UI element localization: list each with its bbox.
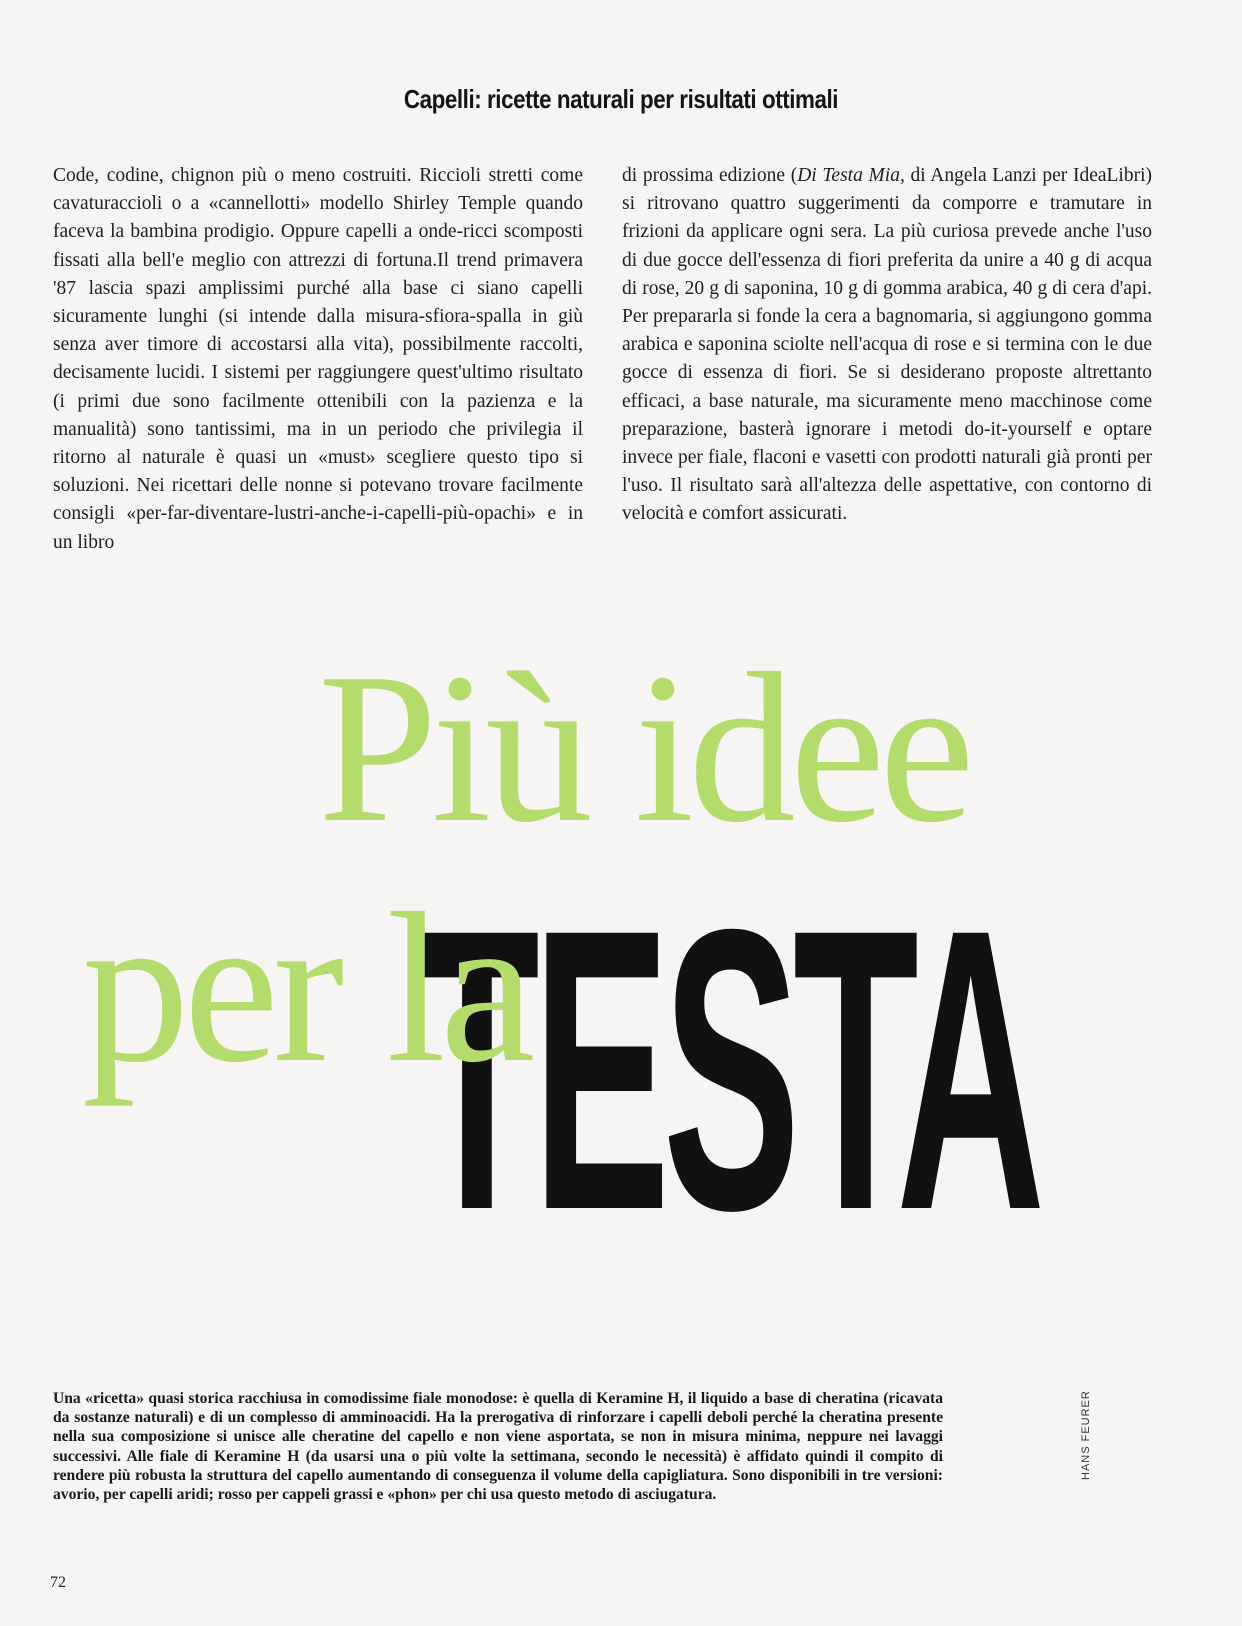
page-number: 72 (50, 1574, 66, 1591)
article-column-right (622, 162, 1152, 529)
article-text-right-pre: di prossima edizione ( (622, 165, 798, 186)
article-kicker: Capelli: ricette naturali per risultati ottimali (403, 84, 839, 114)
article-text-right-post: di Angela Lanzi per IdeaLibri) si ritrovano quattro suggerimenti da comporre e tramutare in frizioni da applicare ogni sera. La più curiosa prevede anche l'uso di due gocce dell'essenza di fiori preferita da unire a 40 g di acqua di rose, 20 g di saponina, 10 g di gomma arabica, 40 g di cera d'api. Per prepararla si fonde la cera a bagnomaria, si aggiungono gomma arabica e saponina sciolte nell'acqua di rose e si termina con le due gocce di essenza di fiori. Se si desiderano proposte altrettanto efficaci, a base naturale, ma sicuramente meno macchinose come preparazione, basterà ignorare i metodi do-it-yourself e optare invece per fiale, flaconi e vasetti con prodotti naturali già pronti per l'uso. Il risultato sarà all'altezza delle aspettative, con contorno di velocità e comfort assicurati. (622, 165, 1152, 525)
book-title: Di Testa Mia, (797, 165, 905, 186)
headline-line-1: Più idee (318, 628, 969, 867)
headline-line-2: per la (82, 868, 530, 1107)
photo-credit: HANS FEURER (1080, 1390, 1092, 1480)
article-paragraph-right (622, 162, 1152, 529)
article-column-left (53, 162, 583, 557)
photo-caption: Una «ricetta» quasi storica racchiusa in comodissime fiale monodose: è quella di Keramine H, il liquido a base di cheratina (ricavata da sostanze naturali) e di un complesso di amminoacidi. Ha la prerogativa di rinforzare i capelli deboli perché la cheratina presente nella sua composizione si unisce alle cheratine del capello e non viene asportata, se non in misura minima, neppure nei lavaggi successivi. Alle fiale di Keramine H (da usarsi una o più volte la settimana, secondo le necessità) è affidato quindi il compito di rendere più robusta la struttura del capello aumentando di conseguenza il volume della capigliatura. Sono disponibili in tre versioni: avorio, per capelli aridi; rosso per cappeli grassi e «phon» per chi usa questo metodo di asciugatura. (53, 1390, 943, 1504)
article-paragraph-left: Code, codine, chignon più o meno costruiti. Riccioli stretti come cavaturaccioli o a «cannellotti» modello Shirley Temple quando faceva la bambina prodigio. Oppure capelli a onde-ricci scomposti fissati alla bell'e meglio con attrezzi di fortuna.Il trend primavera '87 lascia spazi amplissimi purché alla base ci siano capelli sicuramente lunghi (si intende dalla misura-sfiora-spalla in giù senza aver timore di accostarsi alla vita), possibilmente raccolti, decisamente lucidi. I sistemi per raggiungere quest'ultimo risultato (i primi due sono facilmente ottenibili con la pazienza e la manualità) sono tantissimi, ma in un periodo che privilegia il ritorno al naturale è quasi un «must» scegliere questo tipo si soluzioni. Nei ricettari delle nonne si potevano trovare facilmente consigli «per-far-diventare-lustri-anche-i-capelli-più-opachi» e in un libro (53, 165, 583, 553)
headline-big-word: TESTA (414, 846, 1038, 1293)
